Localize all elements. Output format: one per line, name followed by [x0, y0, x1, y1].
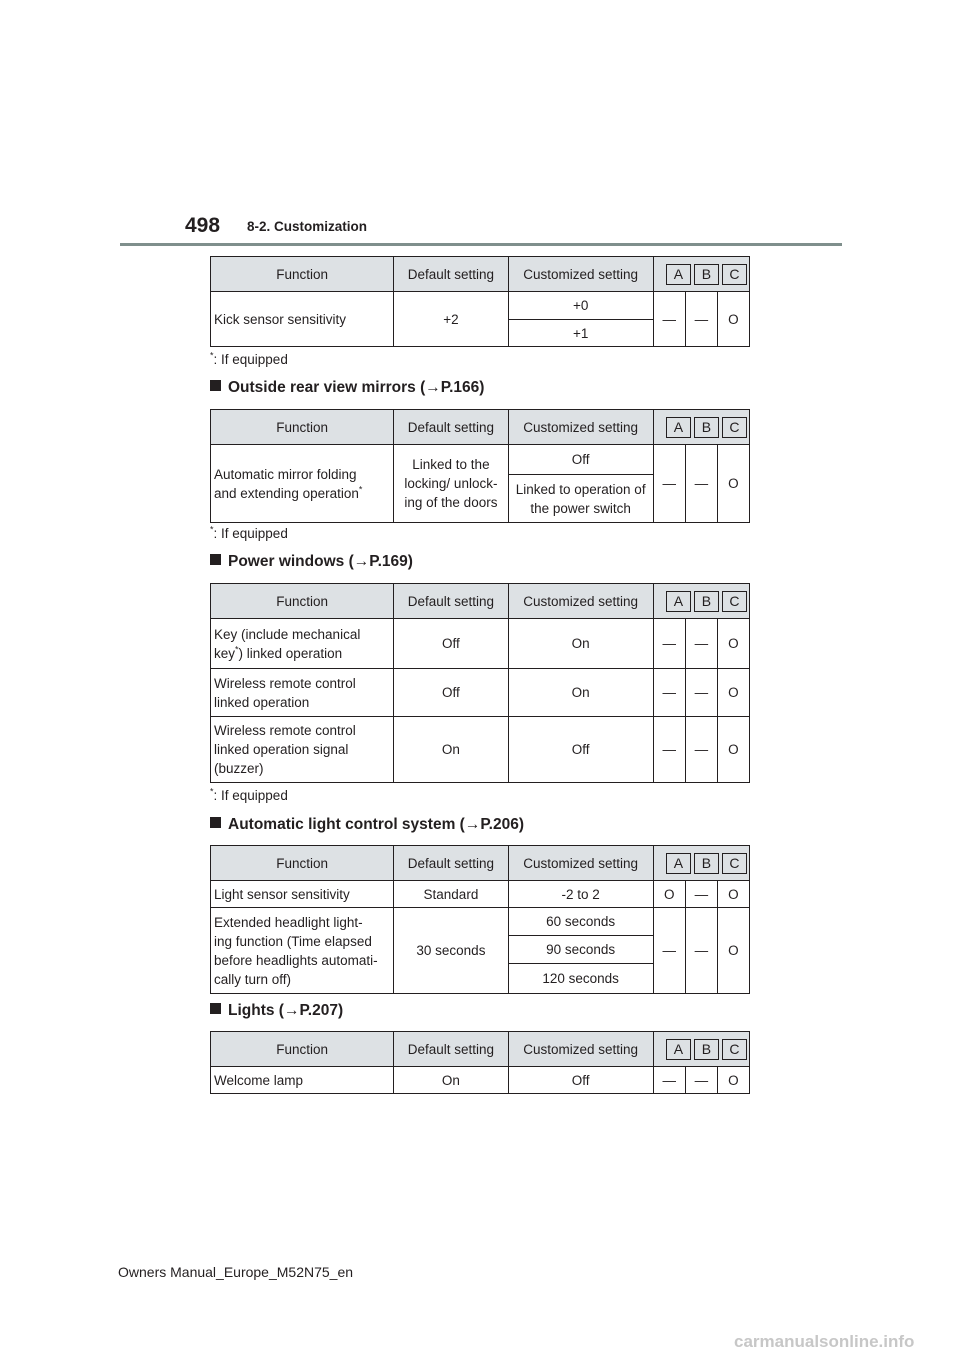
table-cell: 120 seconds: [508, 964, 653, 994]
table-cell: +2: [394, 292, 508, 347]
table-cell: —: [653, 1067, 685, 1094]
label-b: B: [694, 264, 719, 285]
header-custom: Customized setting: [508, 410, 653, 445]
header-default: Default setting: [394, 410, 508, 445]
kick-sensor-table: [210, 256, 750, 347]
header-function: Function: [211, 257, 394, 292]
table-cell: On: [394, 1067, 508, 1094]
table-cell: Key (include mechanical key*) linked operation: [211, 619, 394, 669]
header-function: Function: [211, 1032, 394, 1067]
table-cell: On: [508, 619, 653, 669]
square-bullet-icon: [210, 380, 221, 391]
table-cell: O: [717, 292, 749, 347]
power-windows-table: [210, 583, 750, 783]
square-bullet-icon: [210, 817, 221, 828]
table-cell: On: [508, 669, 653, 717]
table-cell: —: [653, 908, 685, 994]
table-cell: Light sensor sensitivity: [211, 881, 394, 908]
subheading-mirrors: Outside rear view mirrors (→P.166): [210, 379, 484, 397]
table-cell: —: [653, 445, 685, 523]
header-abc: A B C: [653, 1032, 749, 1067]
table-cell: 30 seconds: [394, 908, 508, 994]
table-cell: Automatic mirror folding and extending operation*: [211, 445, 394, 523]
footnote: *: If equipped: [210, 524, 288, 541]
table-cell: Wireless remote control linked operation signal (buzzer): [211, 717, 394, 783]
header-abc: [653, 257, 749, 292]
table-cell: Linked to the locking/ unlock- ing of the doors: [394, 445, 508, 523]
header-default: Default setting: [394, 846, 508, 881]
table-cell: O: [717, 445, 749, 523]
subheading-lights: Lights (→P.207): [210, 1002, 343, 1020]
table-cell: -2 to 2: [508, 881, 653, 908]
subheading-power-windows: Power windows (→P.169): [210, 553, 413, 571]
label-c: C: [722, 264, 747, 285]
header-custom: Customized setting: [508, 257, 653, 292]
header-abc: A B C: [653, 846, 749, 881]
square-bullet-icon: [210, 554, 221, 565]
table-cell: Off: [508, 445, 653, 475]
table-cell: On: [394, 717, 508, 783]
footer-text: Owners Manual_Europe_M52N75_en: [118, 1264, 354, 1280]
table-cell: —: [653, 717, 685, 783]
table-cell: +0: [508, 292, 653, 320]
table-cell: Kick sensor sensitivity: [211, 292, 394, 347]
table-cell: —: [685, 881, 717, 908]
table-cell: O: [717, 717, 749, 783]
table-cell: —: [685, 292, 717, 347]
table-cell: —: [653, 669, 685, 717]
header-custom: Customized setting: [508, 1032, 653, 1067]
table-cell: O: [653, 881, 685, 908]
table-cell: —: [685, 669, 717, 717]
header-function: Function: [211, 410, 394, 445]
table-cell: Off: [508, 1067, 653, 1094]
table-cell: Standard: [394, 881, 508, 908]
table-cell: —: [653, 292, 685, 347]
footnote: *: If equipped: [210, 786, 288, 803]
footnote: *: If equipped: [210, 350, 288, 367]
table-cell: Welcome lamp: [211, 1067, 394, 1094]
header-default: Default setting: [394, 584, 508, 619]
table-cell: O: [717, 908, 749, 994]
table-cell: Wireless remote control linked operation: [211, 669, 394, 717]
lights-table: [210, 1031, 750, 1094]
header-function: Function: [211, 584, 394, 619]
table-cell: Linked to operation of the power switch: [508, 475, 653, 523]
table-cell: Extended headlight light- ing function (Time elapsed before headlights automati- cally turn off): [211, 908, 394, 994]
section-title: 8-2. Customization: [247, 219, 368, 234]
table-cell: O: [717, 669, 749, 717]
table-cell: O: [717, 619, 749, 669]
header-default: Default setting: [394, 1032, 508, 1067]
subheading-auto-light: Automatic light control system (→P.206): [210, 816, 524, 834]
table-cell: O: [717, 881, 749, 908]
table-cell: Off: [394, 619, 508, 669]
header-abc: A B C: [653, 410, 749, 445]
auto-light-table: [210, 845, 750, 994]
header-default: Default setting: [394, 257, 508, 292]
page-number: 498: [185, 214, 221, 237]
table-cell: 60 seconds: [508, 908, 653, 936]
header-function: Function: [211, 846, 394, 881]
header-custom: Customized setting: [508, 584, 653, 619]
watermark: carmanualsonline.info: [734, 1332, 915, 1351]
table-cell: —: [653, 619, 685, 669]
table-cell: —: [685, 908, 717, 994]
header-abc: A B C: [653, 584, 749, 619]
table-cell: +1: [508, 320, 653, 347]
label-a: A: [666, 264, 691, 285]
header-custom: Customized setting: [508, 846, 653, 881]
table-cell: —: [685, 445, 717, 523]
table-cell: —: [685, 1067, 717, 1094]
square-bullet-icon: [210, 1003, 221, 1014]
table-cell: O: [717, 1067, 749, 1094]
table-cell: 90 seconds: [508, 936, 653, 964]
table-cell: Off: [508, 717, 653, 783]
mirrors-table: [210, 409, 750, 523]
table-cell: Off: [394, 669, 508, 717]
table-cell: —: [685, 717, 717, 783]
header-rule: [120, 243, 842, 246]
table-cell: —: [685, 619, 717, 669]
